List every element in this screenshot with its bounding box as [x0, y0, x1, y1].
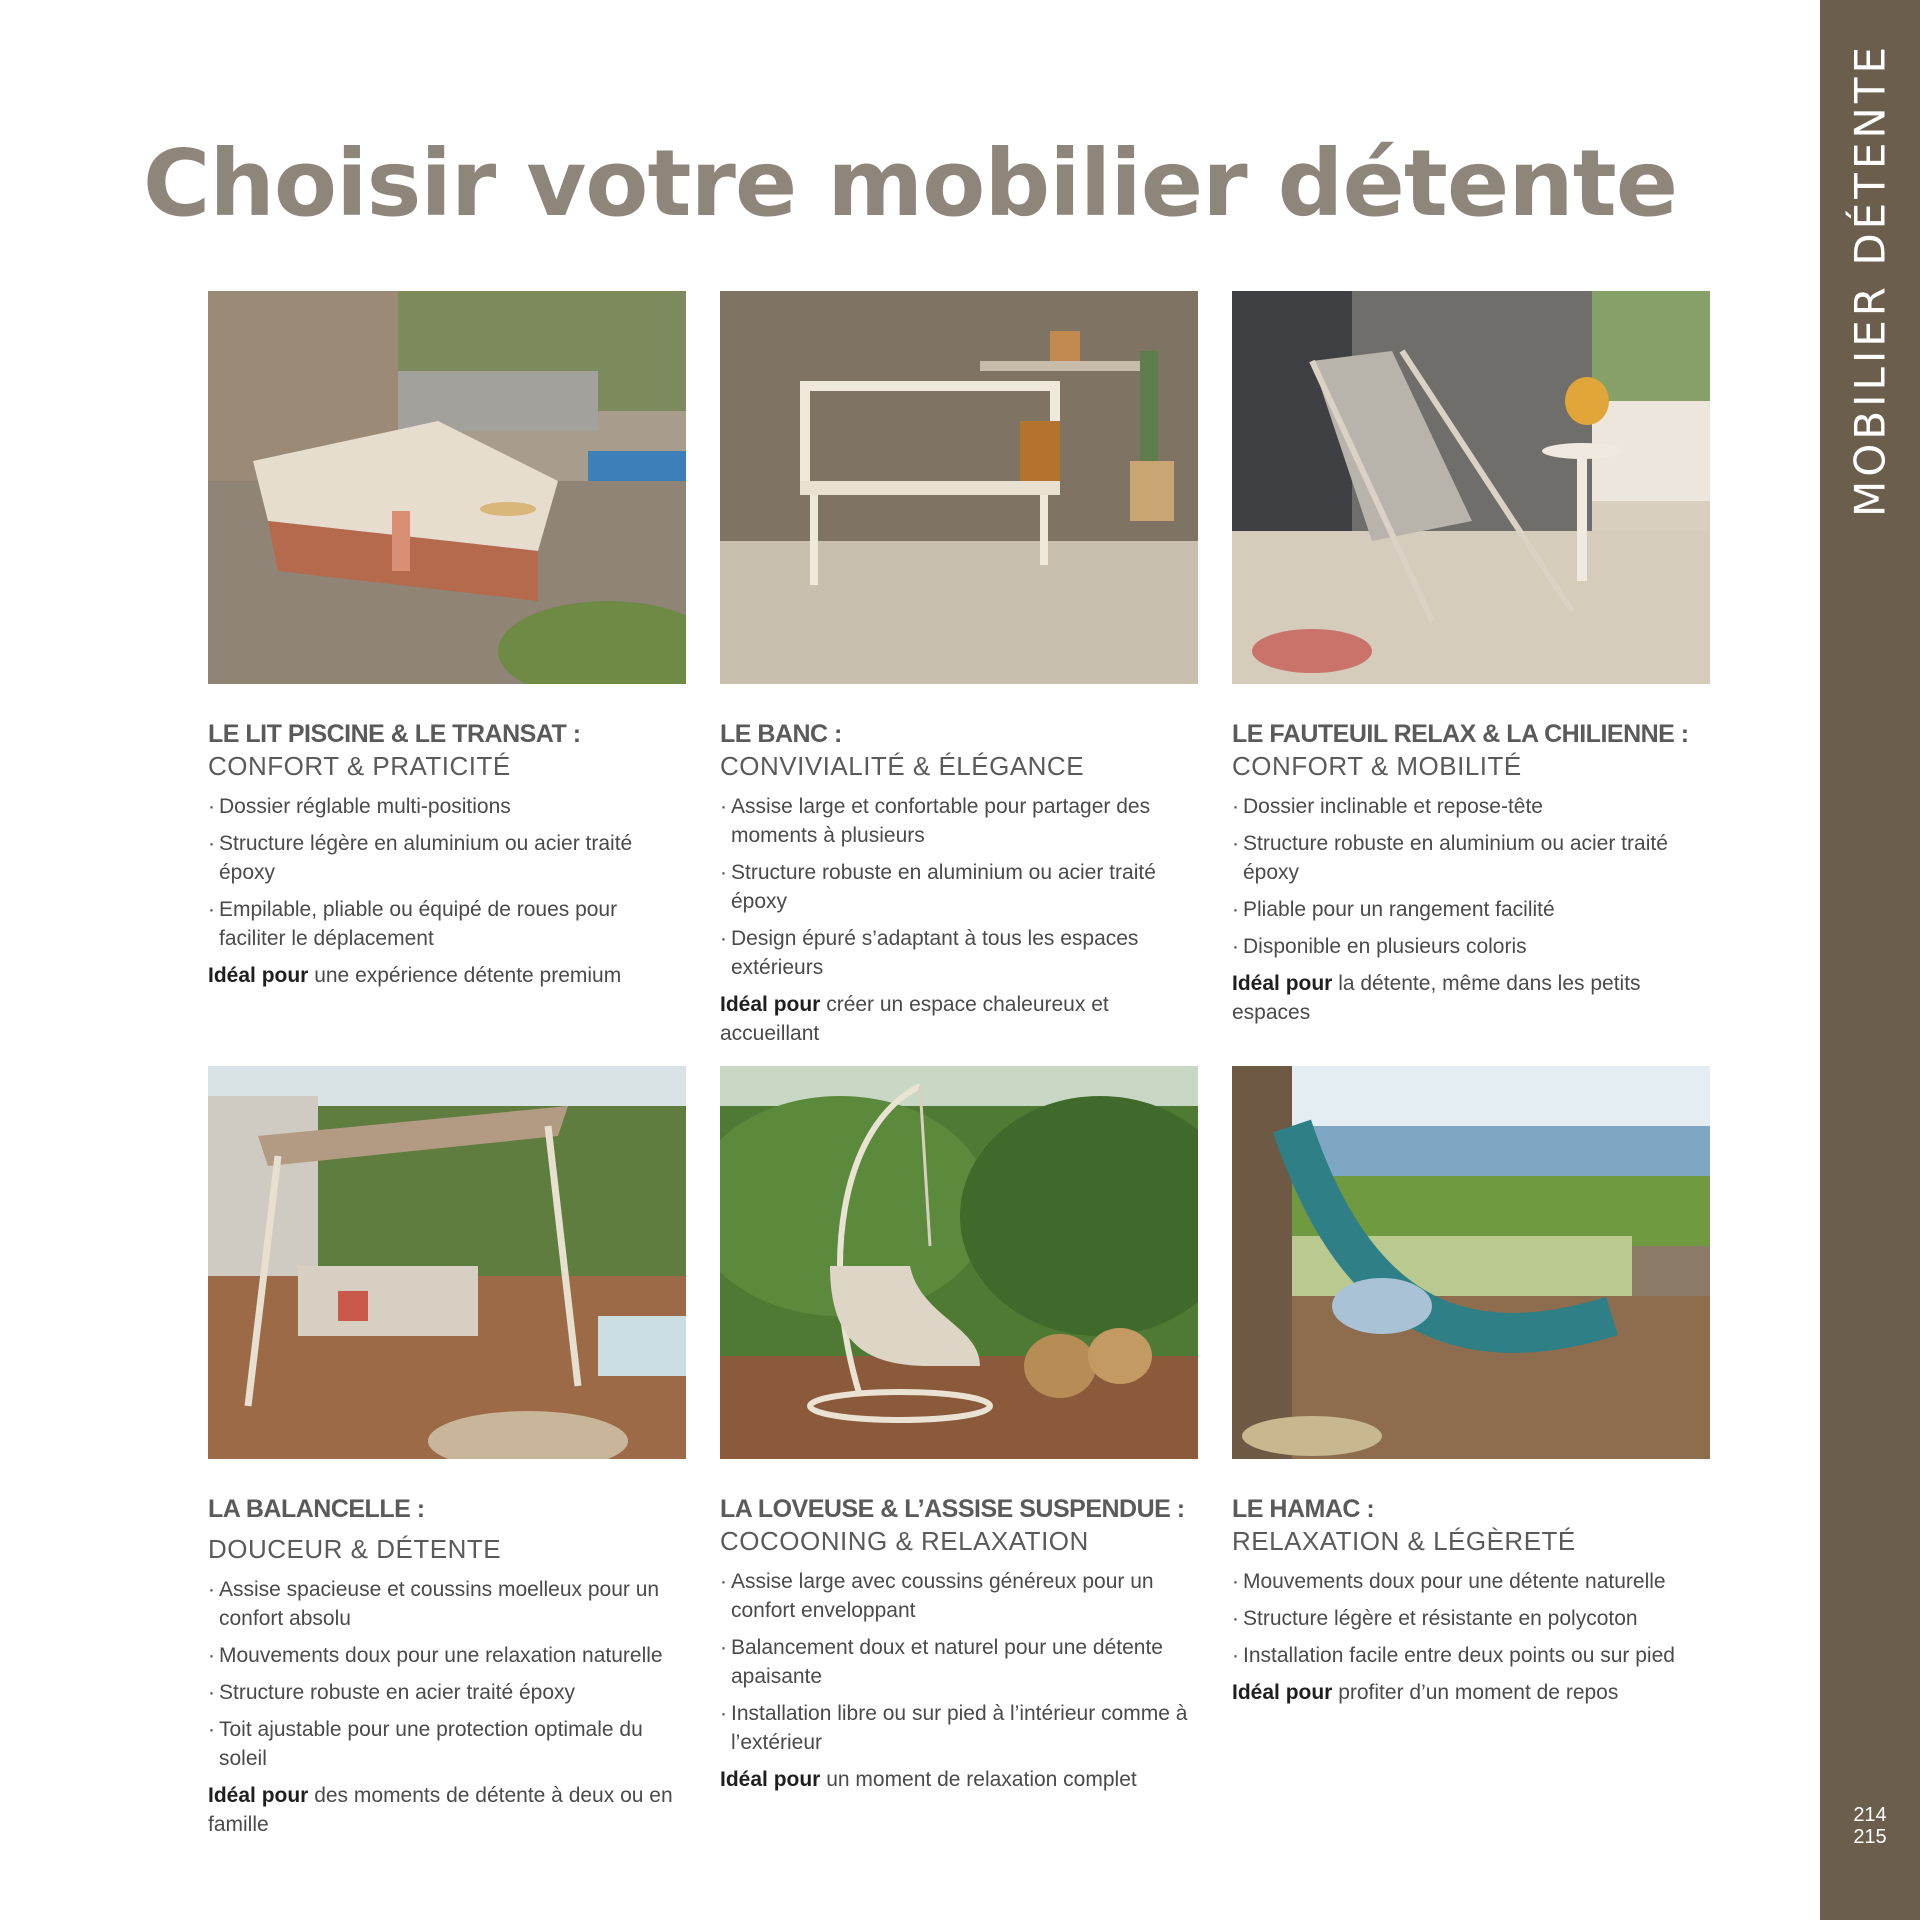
feature-item: · Structure légère en aluminium ou acier traité époxy — [208, 829, 688, 887]
photo-banc — [720, 291, 1198, 684]
product-card-balancelle — [208, 1066, 688, 1839]
card-subheading: DOUCEUR & DÉTENTE — [208, 1534, 502, 1564]
feature-item: · Balancement doux et naturel pour une détente apaisante — [720, 1633, 1200, 1691]
ideal-label: Idéal pour — [1232, 972, 1333, 995]
page-title: Choisir votre mobilier détente — [142, 130, 1678, 237]
feature-item: · Structure robuste en acier traité époxy — [208, 1678, 688, 1707]
photo-hamac — [1232, 1066, 1710, 1459]
ideal-text: la détente, même dans les petits espaces — [1232, 972, 1641, 1024]
feature-item: · Structure robuste en aluminium ou acier traité époxy — [720, 858, 1200, 916]
feature-item: · Structure robuste en aluminium ou acier traité époxy — [1232, 829, 1712, 887]
page-number-left: 214 — [1853, 1804, 1887, 1826]
card-heading: LE LIT PISCINE & LE TRANSAT : — [208, 720, 581, 748]
ideal-label: Idéal pour — [208, 1784, 309, 1807]
ideal-label: Idéal pour — [720, 993, 821, 1016]
feature-item: · Disponible en plusieurs coloris — [1232, 932, 1712, 961]
photo-fauteuil-relax — [1232, 291, 1710, 684]
feature-item: · Toit ajustable pour une protection optimale du soleil — [208, 1715, 688, 1773]
ideal-for — [1232, 969, 1712, 1027]
card-heading: LA BALANCELLE : — [208, 1495, 425, 1523]
card-heading: LE HAMAC : — [1232, 1495, 1375, 1523]
feature-item: · Assise spacieuse et coussins moelleux pour un confort absolu — [208, 1575, 688, 1633]
feature-item: · Installation facile entre deux points ou sur pied — [1232, 1641, 1712, 1670]
product-card-lit-piscine — [208, 291, 688, 990]
feature-item: · Empilable, pliable ou équipé de roues pour faciliter le déplacement — [208, 895, 688, 953]
product-card-loveuse — [720, 1066, 1200, 1794]
feature-item: · Mouvements doux pour une relaxation naturelle — [208, 1641, 688, 1670]
card-heading: LE BANC : — [720, 720, 842, 748]
card-subheading: COCOONING & RELAXATION — [720, 1526, 1089, 1556]
ideal-text: créer un espace chaleureux et accueillant — [720, 993, 1109, 1045]
card-subheading: CONVIVIALITÉ & ÉLÉGANCE — [720, 751, 1085, 781]
feature-item: · Design épuré s’adaptant à tous les espaces extérieurs — [720, 924, 1200, 982]
ideal-for — [720, 990, 1200, 1048]
ideal-label: Idéal pour — [720, 1768, 821, 1791]
feature-list — [720, 792, 1200, 982]
feature-list — [208, 1575, 688, 1773]
card-subheading: RELAXATION & LÉGÈRETÉ — [1232, 1526, 1576, 1556]
feature-item: · Installation libre ou sur pied à l’intérieur comme à l’extérieur — [720, 1699, 1200, 1757]
ideal-for — [1232, 1678, 1712, 1707]
ideal-text: profiter d’un moment de repos — [1338, 1681, 1619, 1704]
card-heading: LA LOVEUSE & L’ASSISE SUSPENDUE : — [720, 1495, 1185, 1523]
feature-item: · Pliable pour un rangement facilité — [1232, 895, 1712, 924]
feature-list — [1232, 1567, 1712, 1670]
product-card-hamac — [1232, 1066, 1712, 1707]
feature-item: · Structure légère et résistante en polycoton — [1232, 1604, 1712, 1633]
feature-item: · Mouvements doux pour une détente naturelle — [1232, 1567, 1712, 1596]
ideal-for — [208, 961, 688, 990]
ideal-for — [208, 1781, 688, 1839]
photo-loveuse — [720, 1066, 1198, 1459]
product-card-banc — [720, 291, 1200, 1048]
section-sidebar — [1820, 0, 1920, 1920]
ideal-text: des moments de détente à deux ou en famille — [208, 1784, 673, 1836]
photo-lit-piscine — [208, 291, 686, 684]
feature-item: · Dossier réglable multi-positions — [208, 792, 688, 821]
feature-list — [208, 792, 688, 953]
card-subheading: CONFORT & MOBILITÉ — [1232, 751, 1522, 781]
ideal-text: un moment de relaxation complet — [826, 1768, 1137, 1791]
ideal-label: Idéal pour — [208, 964, 309, 987]
feature-item: · Assise large et confortable pour partager des moments à plusieurs — [720, 792, 1200, 850]
section-label: MOBILIER DÉTENTE — [1845, 42, 1895, 518]
feature-list — [1232, 792, 1712, 961]
ideal-for — [720, 1765, 1200, 1794]
page-numbers — [1820, 1804, 1920, 1848]
feature-list — [720, 1567, 1200, 1757]
feature-item: · Assise large avec coussins généreux pour un confort enveloppant — [720, 1567, 1200, 1625]
card-heading: LE FAUTEUIL RELAX & LA CHILIENNE : — [1232, 720, 1689, 748]
page-number-right: 215 — [1853, 1826, 1887, 1848]
ideal-label: Idéal pour — [1232, 1681, 1333, 1704]
photo-balancelle — [208, 1066, 686, 1459]
feature-item: · Dossier inclinable et repose-tête — [1232, 792, 1712, 821]
product-card-fauteuil-relax — [1232, 291, 1712, 1027]
card-subheading: CONFORT & PRATICITÉ — [208, 751, 511, 781]
ideal-text: une expérience détente premium — [314, 964, 622, 987]
